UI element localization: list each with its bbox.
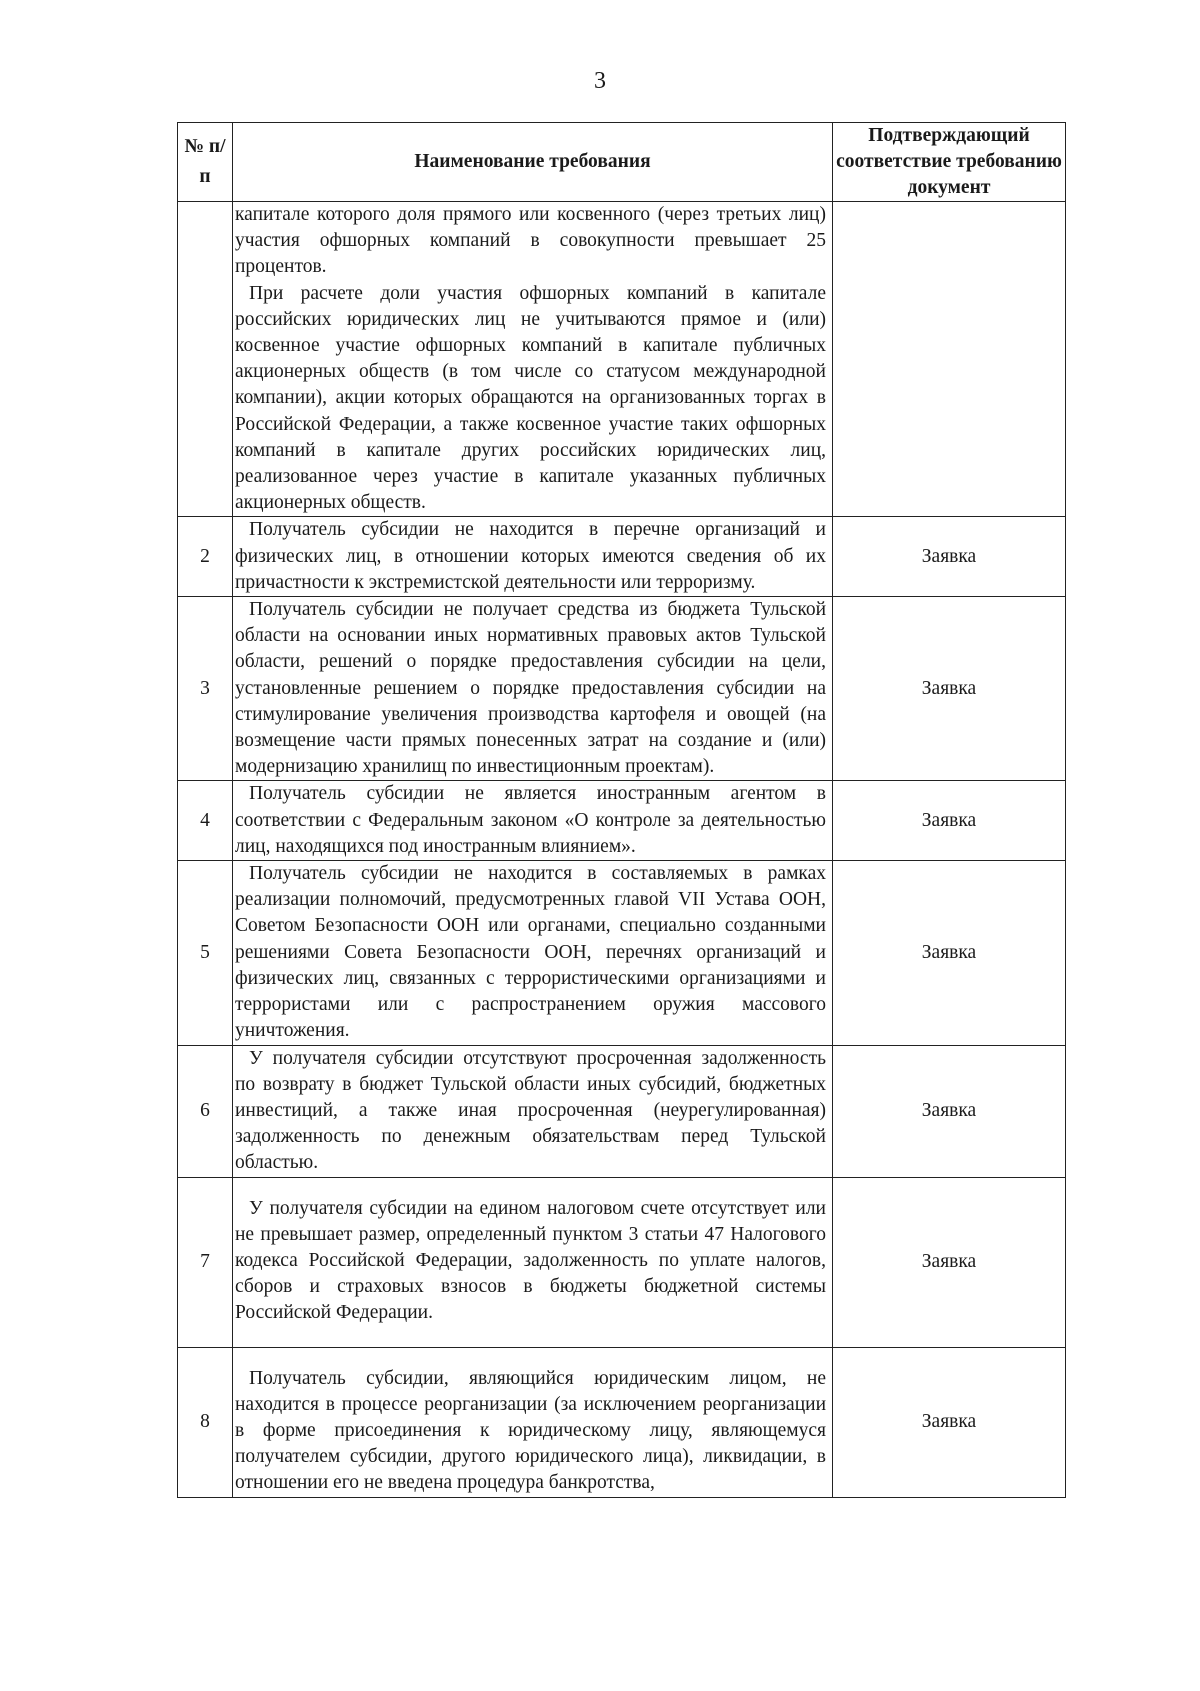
row-num: 7 (178, 1177, 233, 1347)
row-paragraph: У получателя субсидии отсутствуют просроченная задолженность по возврату в бюджет Тульской области иных субсидий, бюджетных инвестиций, а также иная просроченная (неурегулированная) задолженность по денежным обязательствам перед Тульской областью. (235, 1047, 826, 1174)
row-num: 2 (178, 517, 233, 597)
row-num: 8 (178, 1347, 233, 1497)
row-paragraph: капитале которого доля прямого или косвенного (через третьих лиц) участия офшорных компаний в совокупности превышает 25 процентов. (235, 204, 826, 278)
row-text (233, 781, 833, 861)
table-row (178, 1045, 1066, 1177)
row-text (233, 1177, 833, 1347)
row-doc: Заявка (833, 781, 1066, 861)
row-text (233, 202, 833, 517)
row-num (178, 202, 233, 517)
table-row (178, 1347, 1066, 1497)
row-doc: Заявка (833, 517, 1066, 597)
row-text (233, 517, 833, 597)
page-number: 3 (594, 68, 606, 94)
row-paragraph: При расчете доли участия офшорных компаний в капитале российских юридических лиц не учитываются прямое и (или) косвенное участие офшорных компаний в капитале публичных акционерных обществ (в том числе со статусом международной компании), акции которых обращаются на организованных торгах в Российской Федерации, а также косвенное участие таких офшорных компаний в капитале других российских юридических лиц, реализованное через участие в капитале указанных публичных акционерных обществ. (235, 282, 826, 514)
row-paragraph: Получатель субсидии не получает средства из бюджета Тульской области на основании иных нормативных правовых актов Тульской области, решений о порядке предоставления субсидии на цели, установленные решением о порядке предоставления субсидии на стимулирование увеличения производства картофеля и овощей (на возмещение части прямых понесенных затрат на создание и (или) модернизацию хранилищ по инвестиционным проектам). (235, 599, 826, 778)
row-paragraph: Получатель субсидии не находится в составляемых в рамках реализации полномочий, предусмотренных главой VII Устава ООН, Советом Безопасности ООН или органами, специально созданными решениями Совета Безопасности ООН, перечнях организаций и физических лиц, связанных с террористическими организациями и террористами или с распространением оружия массового уничтожения. (235, 863, 826, 1042)
table-row (178, 517, 1066, 597)
table-row (178, 597, 1066, 781)
row-doc: Заявка (833, 861, 1066, 1045)
header-doc: Подтверждающий соответствие требованию документ (833, 123, 1066, 202)
row-doc: Заявка (833, 1045, 1066, 1177)
row-num: 4 (178, 781, 233, 861)
header-num: № п/п (178, 123, 233, 202)
row-num: 6 (178, 1045, 233, 1177)
requirements-table (177, 122, 1066, 1498)
row-doc: Заявка (833, 1347, 1066, 1497)
row-text (233, 1347, 833, 1497)
table-row (178, 781, 1066, 861)
row-num: 3 (178, 597, 233, 781)
row-doc: Заявка (833, 1177, 1066, 1347)
table-row (178, 861, 1066, 1045)
header-name: Наименование требования (233, 123, 833, 202)
row-paragraph: Получатель субсидии не находится в перечне организаций и физических лиц, в отношении которых имеются сведения об их причастности к экстремистской деятельности или терроризму. (235, 519, 826, 593)
row-doc: Заявка (833, 597, 1066, 781)
table-header (178, 123, 1066, 202)
row-text (233, 861, 833, 1045)
row-paragraph: У получателя субсидии на едином налоговом счете отсутствует или не превышает размер, определенный пунктом 3 статьи 47 Налогового кодекса Российской Федерации, задолженность по уплате налогов, сборов и страховых взносов в бюджеты бюджетной системы Российской Федерации. (235, 1197, 826, 1324)
row-doc (833, 202, 1066, 517)
row-text (233, 597, 833, 781)
row-text (233, 1045, 833, 1177)
row-paragraph: Получатель субсидии не является иностранным агентом в соответствии с Федеральным законом «О контроле за деятельностью лиц, находящихся под иностранным влиянием». (235, 783, 826, 857)
row-paragraph: Получатель субсидии, являющийся юридическим лицом, не находится в процессе реорганизации (за исключением реорганизации в форме присоединения к юридическому лицу, являющемуся получателем субсидии, другого юридического лица), ликвидации, в отношении его не введена процедура банкротства, (235, 1367, 826, 1494)
table-row (178, 1177, 1066, 1347)
table-row (178, 202, 1066, 517)
row-num: 5 (178, 861, 233, 1045)
